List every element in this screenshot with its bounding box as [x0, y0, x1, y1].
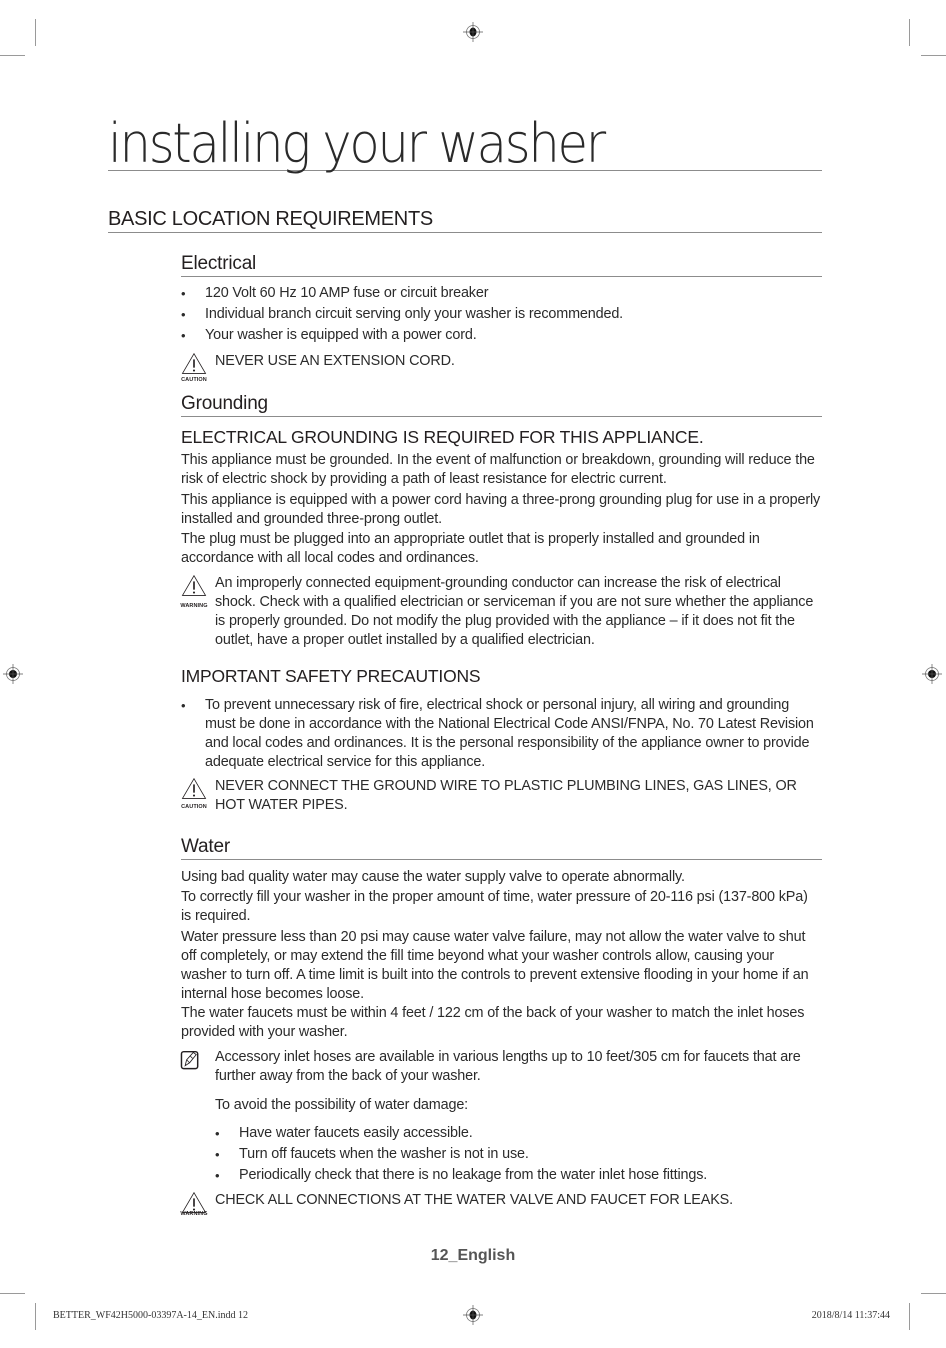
caution-text: NEVER USE AN EXTENSION CORD. [215, 353, 455, 369]
paragraph: Using bad quality water may cause the water supply valve to operate abnormally. [181, 869, 685, 885]
list-item: • Have water faucets easily accessible. [215, 1124, 815, 1143]
warning-triangle-icon [175, 574, 213, 602]
section-title: BASIC LOCATION REQUIREMENTS [108, 206, 822, 233]
warning-label: WARNING [180, 603, 208, 609]
warning-label: WARNING [180, 1211, 208, 1217]
caution-notice [175, 352, 825, 383]
caution-label: CAUTION [181, 804, 207, 810]
warning-triangle-icon [175, 777, 213, 805]
electrical-bullet-list [181, 284, 821, 347]
warning-notice [175, 1191, 825, 1217]
note-intro: To avoid the possibility of water damage: [215, 1097, 469, 1113]
note-text: Accessory inlet hoses are available in various lengths up to 10 feet/305 cm for faucets that are further away from the back of your washer. [215, 1049, 801, 1084]
crop-mark [35, 1303, 36, 1330]
registration-mark-icon [922, 664, 942, 684]
chapter-title: installing your washer [108, 112, 822, 171]
crop-mark [909, 19, 910, 46]
subsection-title-electrical: Electrical [181, 252, 822, 277]
grounding-heading: ELECTRICAL GROUNDING IS REQUIRED FOR THIS APPLIANCE. [181, 427, 704, 447]
subsection-title-grounding: Grounding [181, 392, 822, 417]
registration-mark-icon [463, 1305, 483, 1325]
caution-label: CAUTION [181, 377, 207, 383]
list-item: • Individual branch circuit serving only your washer is recommended. [181, 305, 821, 324]
registration-mark-icon [3, 664, 23, 684]
registration-mark-icon [463, 22, 483, 42]
list-item: • Your washer is equipped with a power cord. [181, 326, 821, 345]
list-item: • To prevent unnecessary risk of fire, electrical shock or personal injury, all wiring and grounding must be done in accordance with the National Electrical Code ANSI/FNPA, No. 70 Latest Revision and local codes and ordinances. It is the personal responsibility of the appliance owner to provide adequate electrical service for this appliance. [181, 696, 821, 772]
slug-file-name: BETTER_WF42H5000-03397A-14_EN.indd 12 [53, 1310, 248, 1321]
list-item: • Periodically check that there is no leakage from the water inlet hose fittings. [215, 1166, 815, 1185]
safety-heading: IMPORTANT SAFETY PRECAUTIONS [181, 666, 481, 686]
paragraph: This appliance must be grounded. In the event of malfunction or breakdown, grounding will reduce the risk of electric shock by providing a path of least resistance for electric current. [181, 452, 815, 487]
paragraph: Water pressure less than 20 psi may cause water valve failure, may not allow the water valve to shut off completely, or may extend the fill time beyond what your washer controls allow, causing your washer to turn off. A time limit is built into the controls to prevent extensive flooding in your home if an internal hose becomes loose. [181, 929, 809, 1002]
safety-bullet-list [181, 696, 821, 774]
warning-text: CHECK ALL CONNECTIONS AT THE WATER VALVE AND FAUCET FOR LEAKS. [215, 1192, 733, 1208]
crop-mark [921, 1293, 946, 1294]
crop-mark [35, 19, 36, 46]
caution-text: NEVER CONNECT THE GROUND WIRE TO PLASTIC PLUMBING LINES, GAS LINES, OR HOT WATER PIPES. [215, 778, 797, 813]
warning-triangle-icon [175, 352, 213, 380]
warning-notice [175, 574, 825, 650]
page-number: 12_English [430, 1247, 516, 1264]
crop-mark [909, 1303, 910, 1330]
paragraph: This appliance is equipped with a power cord having a three-prong grounding plug for use in a properly installed and grounded three-prong outlet. [181, 492, 821, 527]
note-pencil-icon [180, 1048, 208, 1076]
slug-timestamp: 2018/8/14 11:37:44 [811, 1310, 890, 1321]
subsection-title-water: Water [181, 835, 822, 860]
water-bullet-list [215, 1124, 815, 1187]
paragraph: To correctly fill your washer in the proper amount of time, water pressure of 20-116 psi (137-800 kPa) is required. [181, 889, 808, 924]
list-item: • Turn off faucets when the washer is not in use. [215, 1145, 815, 1164]
note-notice [175, 1048, 825, 1086]
paragraph: The plug must be plugged into an appropriate outlet that is properly installed and grounded in accordance with all local codes and ordinances. [181, 531, 760, 566]
list-item: • 120 Volt 60 Hz 10 AMP fuse or circuit breaker [181, 284, 821, 303]
crop-mark [921, 55, 946, 56]
paragraph: The water faucets must be within 4 feet / 122 cm of the back of your washer to match the inlet hoses provided with your washer. [181, 1005, 805, 1040]
warning-text: An improperly connected equipment-grounding conductor can increase the risk of electrical shock. Check with a qualified electrician or serviceman if you are not sure whether the appliance is properly grounded. Do not modify the plug provided with the appliance – if it does not fit the outlet, have a proper outlet installed by a qualified electrician. [215, 575, 814, 648]
crop-mark [0, 1293, 25, 1294]
crop-mark [0, 55, 25, 56]
caution-notice [175, 777, 825, 815]
